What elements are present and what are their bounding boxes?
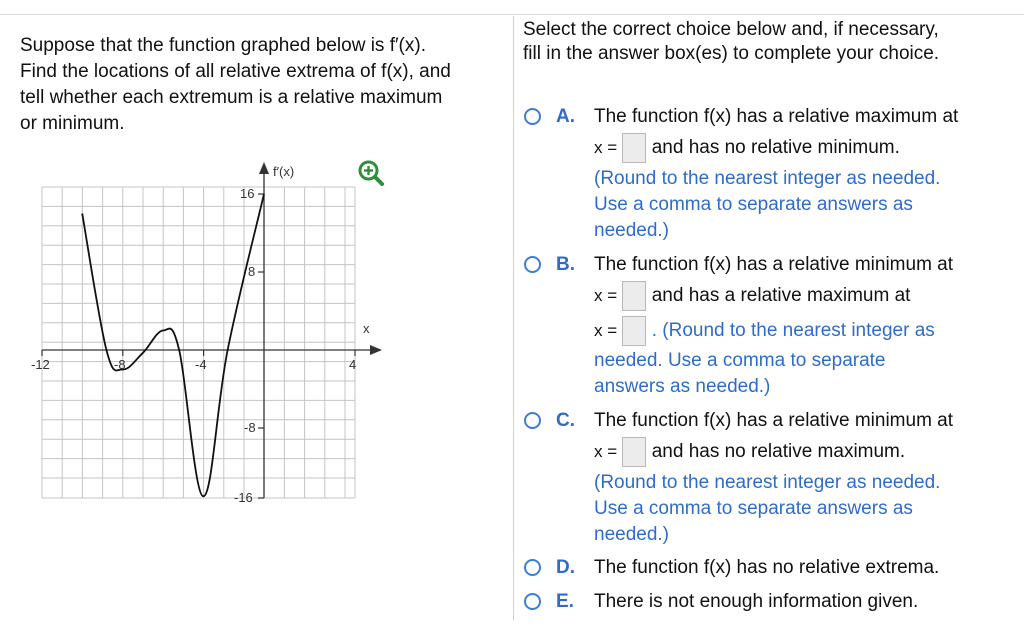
choice-c-answer-box[interactable] bbox=[622, 437, 646, 467]
choice-a-note-3: needed.) bbox=[594, 220, 670, 241]
choice-d-letter: D. bbox=[556, 557, 575, 578]
x-axis-arrow bbox=[370, 345, 382, 355]
instructions-line-1: Select the correct choice below and, if necessary, bbox=[523, 19, 939, 40]
choice-c-note-2: Use a comma to separate answers as bbox=[594, 498, 913, 519]
derivative-curve bbox=[82, 194, 264, 496]
choice-b-letter: B. bbox=[556, 254, 575, 275]
choice-c-x-label: x = bbox=[594, 442, 618, 462]
choice-b-note-2: needed. Use a comma to separate bbox=[594, 350, 886, 371]
column-divider bbox=[513, 16, 514, 620]
x-tick-neg8: -8 bbox=[114, 357, 126, 372]
choice-b-text: The function f(x) has a relative minimum at bbox=[594, 254, 954, 275]
choice-b-answer-box-2[interactable] bbox=[622, 316, 646, 346]
choice-a-note-2: Use a comma to separate answers as bbox=[594, 194, 913, 215]
x-tick-neg12: -12 bbox=[31, 357, 50, 372]
choice-b-radio[interactable] bbox=[524, 256, 541, 273]
choice-c-text-2: and has no relative maximum. bbox=[651, 441, 906, 463]
x-axis-label: x bbox=[363, 321, 370, 336]
choice-e-text: There is not enough information given. bbox=[594, 591, 919, 612]
choice-b-text-2: and has a relative maximum at bbox=[651, 285, 911, 307]
choice-c-note-3: needed.) bbox=[594, 524, 670, 545]
choice-a-answer-box[interactable] bbox=[622, 133, 646, 163]
choice-a-text: The function f(x) has a relative maximum at bbox=[594, 106, 959, 127]
y-tick-8: 8 bbox=[248, 264, 256, 279]
y-axis-arrow bbox=[259, 162, 269, 174]
question-line-1: Suppose that the function graphed below is f′(x). bbox=[20, 35, 426, 56]
choice-b-note-1: . (Round to the nearest integer as bbox=[651, 320, 935, 342]
choice-c-letter: C. bbox=[556, 410, 575, 431]
x-tick-4: 4 bbox=[349, 357, 357, 372]
zoom-in-icon[interactable] bbox=[357, 159, 384, 186]
choice-b-answer-box-1[interactable] bbox=[622, 281, 646, 311]
y-tick-neg16: -16 bbox=[234, 490, 253, 505]
choice-d-text: The function f(x) has no relative extrema. bbox=[594, 557, 940, 578]
choice-a-letter: A. bbox=[556, 106, 575, 127]
question-line-3: tell whether each extremum is a relative maximum bbox=[20, 87, 443, 108]
grid-lines bbox=[42, 187, 355, 498]
y-tick-16: 16 bbox=[240, 186, 255, 201]
choice-b-x-label-2: x = bbox=[594, 321, 618, 341]
y-axis-label: f′(x) bbox=[273, 164, 295, 179]
choice-a-x-label: x = bbox=[594, 138, 618, 158]
instructions bbox=[523, 18, 1013, 66]
choice-b-note-3: answers as needed.) bbox=[594, 376, 771, 397]
question-line-2: Find the locations of all relative extrema of f(x), and bbox=[20, 61, 451, 82]
choice-e-letter: E. bbox=[556, 591, 574, 612]
question-text bbox=[20, 33, 510, 137]
choice-b-x-label: x = bbox=[594, 286, 618, 306]
choice-e-radio[interactable] bbox=[524, 593, 541, 610]
axes bbox=[42, 162, 382, 498]
question-line-4: or minimum. bbox=[20, 113, 125, 134]
choice-a-note-1: (Round to the nearest integer as needed. bbox=[594, 168, 941, 189]
choice-d-radio[interactable] bbox=[524, 559, 541, 576]
tick-marks bbox=[42, 194, 355, 498]
choice-c-note-1: (Round to the nearest integer as needed. bbox=[594, 472, 941, 493]
derivative-graph bbox=[20, 150, 385, 510]
x-tick-neg4: -4 bbox=[195, 357, 207, 372]
choice-a-radio[interactable] bbox=[524, 108, 541, 125]
top-rule bbox=[0, 14, 1024, 15]
choice-a-text-2: and has no relative minimum. bbox=[651, 137, 900, 159]
y-tick-neg8: -8 bbox=[244, 420, 256, 435]
choice-c-text: The function f(x) has a relative minimum at bbox=[594, 410, 954, 431]
instructions-line-2: fill in the answer box(es) to complete your choice. bbox=[523, 43, 940, 64]
choice-c-radio[interactable] bbox=[524, 412, 541, 429]
